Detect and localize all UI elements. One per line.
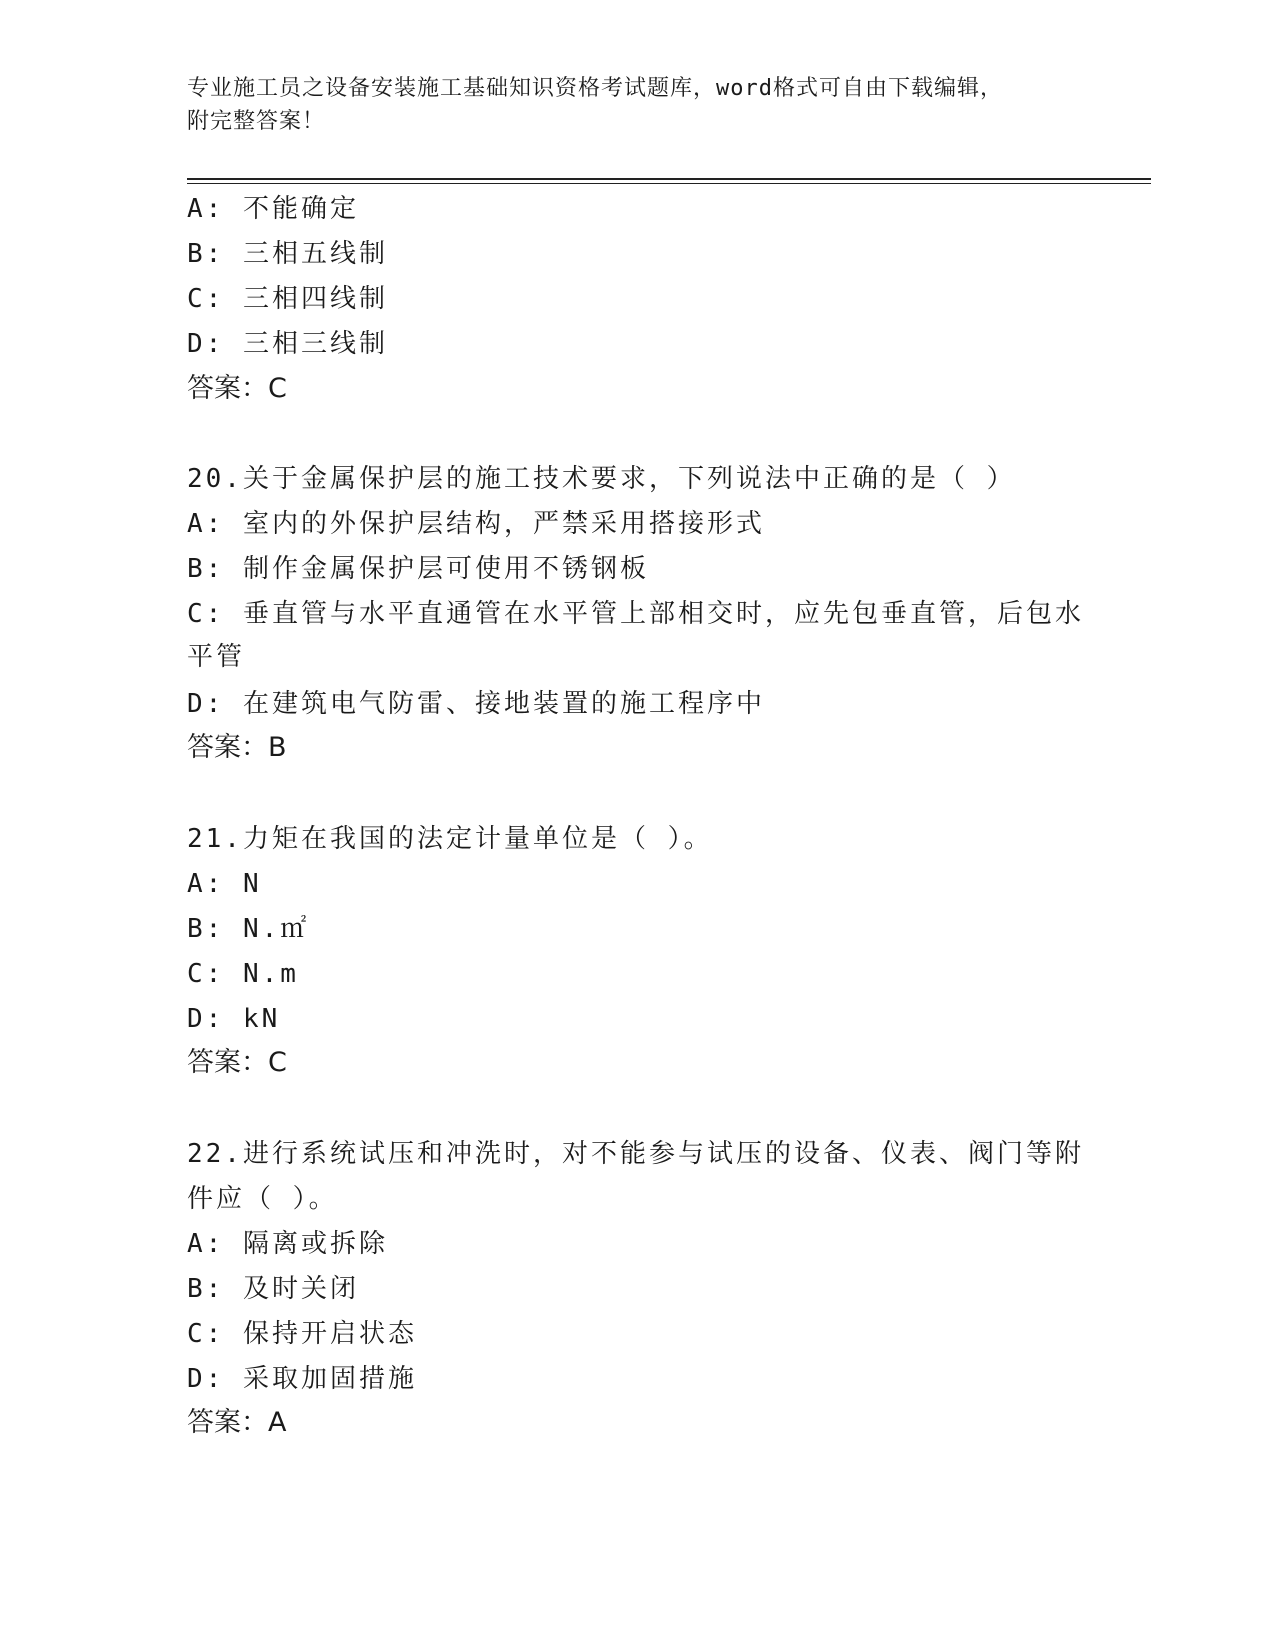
q22-option-d: D: 采取加固措施 — [187, 1364, 417, 1394]
q20-option-d: D: 在建筑电气防雷、接地装置的施工程序中 — [187, 689, 765, 719]
q21-option-c: C: N.m — [187, 959, 299, 989]
header-rule-thick — [187, 178, 1151, 180]
q22-option-c: C: 保持开启状态 — [187, 1319, 417, 1349]
q21-option-d: D: kN — [187, 1004, 281, 1034]
q21-option-b: B: N.㎡ — [187, 914, 310, 944]
document-header — [187, 72, 1087, 138]
q20-option-a: A: 室内的外保护层结构，严禁采用搭接形式 — [187, 509, 765, 539]
q21-question: 21.力矩在我国的法定计量单位是（ ）。 — [187, 824, 713, 854]
q22-question-line-2: 件应（ ）。 — [187, 1184, 338, 1214]
q20-option-b: B: 制作金属保护层可使用不锈钢板 — [187, 554, 649, 584]
header-line-1: 专业施工员之设备安装施工基础知识资格考试题库，word格式可自由下载编辑， — [187, 76, 1003, 101]
q20-option-c: C: 垂直管与水平直通管在水平管上部相交时，应先包垂直管，后包水 — [187, 599, 1084, 629]
q21-option-a: A: N — [187, 869, 262, 899]
header-line-2: 附完整答案！ — [187, 109, 326, 134]
q20-option-c-continued: 平管 — [187, 642, 246, 672]
header-rule-thin — [187, 183, 1151, 184]
q20-question: 20.关于金属保护层的施工技术要求，下列说法中正确的是（ ） — [187, 464, 1016, 494]
q22-option-a: A: 隔离或拆除 — [187, 1229, 388, 1259]
q19-option-d: D: 三相三线制 — [187, 329, 388, 359]
q19-option-c: C: 三相四线制 — [187, 284, 388, 314]
q21-answer: 答案：C — [187, 1047, 287, 1078]
q19-option-a: A: 不能确定 — [187, 194, 359, 224]
q20-answer: 答案：B — [187, 732, 287, 763]
q22-question-line-1: 22.进行系统试压和冲洗时，对不能参与试压的设备、仪表、阀门等附 — [187, 1139, 1084, 1169]
q22-answer: 答案：A — [187, 1407, 287, 1438]
q22-option-b: B: 及时关闭 — [187, 1274, 359, 1304]
q19-answer: 答案：C — [187, 373, 287, 404]
q19-option-b: B: 三相五线制 — [187, 239, 388, 269]
